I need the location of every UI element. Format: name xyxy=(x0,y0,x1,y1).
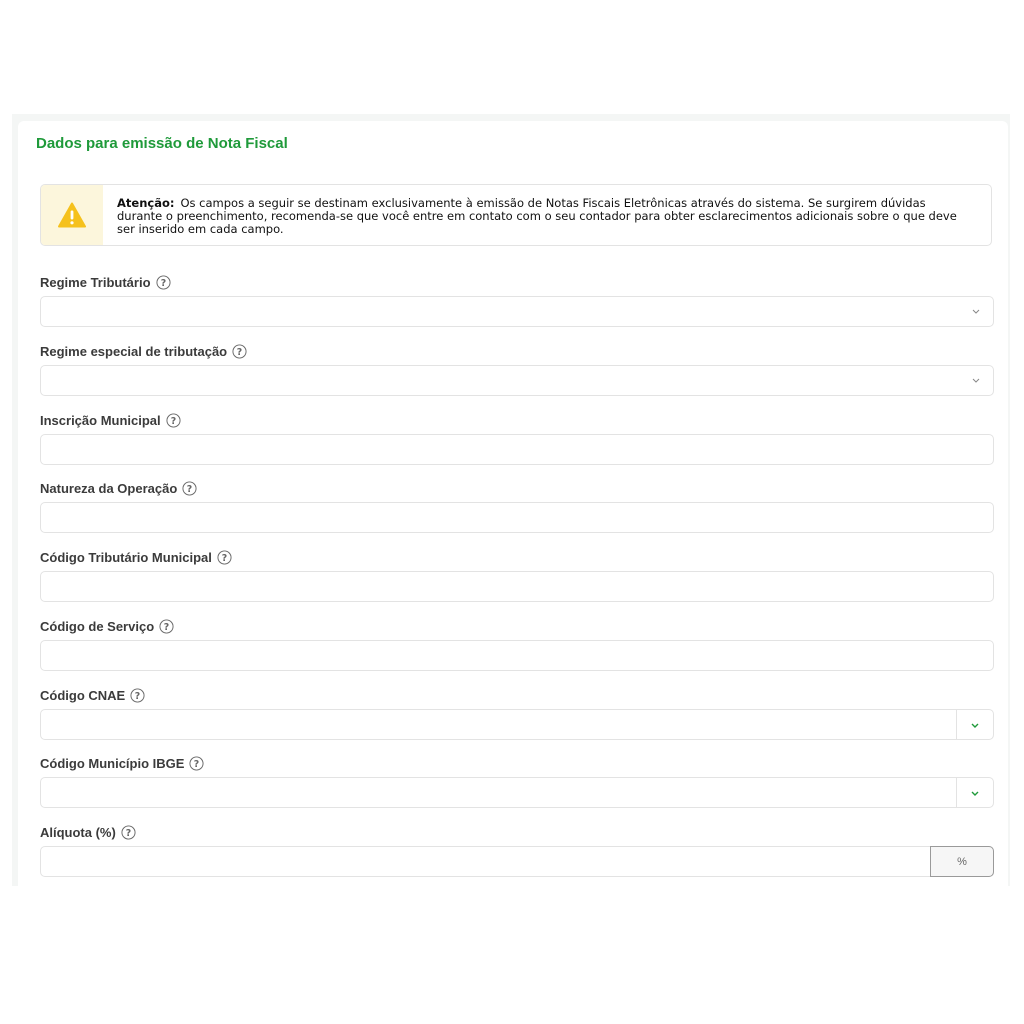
codigo-servico-input[interactable] xyxy=(40,640,994,671)
aliquota-input[interactable] xyxy=(40,846,994,877)
regime-tributario-select[interactable] xyxy=(40,296,994,327)
codigo-tributario-label xyxy=(40,550,232,565)
percent-addon: % xyxy=(930,846,994,877)
natureza-operacao-label-text: Natureza da Operação xyxy=(40,481,178,496)
regime-especial-label xyxy=(40,344,247,359)
inscricao-municipal-label-text: Inscrição Municipal xyxy=(40,413,161,428)
chevron-down-icon xyxy=(970,788,980,798)
help-icon[interactable] xyxy=(189,756,204,771)
help-icon[interactable] xyxy=(159,619,174,634)
svg-text:?: ? xyxy=(194,758,200,770)
help-icon[interactable] xyxy=(182,481,197,496)
codigo-ibge-dropdown-button[interactable] xyxy=(956,778,993,807)
codigo-cnae-select[interactable] xyxy=(40,709,994,740)
section-title: Dados para emissão de Nota Fiscal xyxy=(36,135,288,152)
attention-alert xyxy=(40,184,992,246)
svg-text:?: ? xyxy=(163,621,170,633)
regime-especial-label-text: Regime especial de tributação xyxy=(40,344,228,359)
codigo-ibge-label-text: Código Município IBGE xyxy=(40,756,185,771)
alert-icon-box xyxy=(41,185,103,245)
svg-text:?: ? xyxy=(125,827,132,839)
codigo-ibge-select[interactable] xyxy=(40,777,994,808)
codigo-cnae-dropdown-button[interactable] xyxy=(956,710,993,739)
svg-text:?: ? xyxy=(236,346,243,358)
svg-text:?: ? xyxy=(135,690,141,702)
alert-text xyxy=(117,197,973,236)
natureza-operacao-input[interactable] xyxy=(40,502,994,533)
regime-tributario-label-text: Regime Tributário xyxy=(40,275,151,290)
help-icon[interactable] xyxy=(130,688,145,703)
codigo-ibge-label xyxy=(40,756,204,771)
help-icon[interactable] xyxy=(166,413,181,428)
codigo-tributario-input[interactable] xyxy=(40,571,994,602)
help-icon[interactable] xyxy=(232,344,247,359)
warning-icon xyxy=(58,202,86,228)
svg-text:?: ? xyxy=(221,552,228,564)
alert-message: Os campos a seguir se destinam exclusivamente à emissão de Notas Fiscais Eletrônicas através do sistema. Se surgirem dúvidas durante o preenchimento, recomenda-se que você entre em contato com o seu contador para obter esclarecimentos adicionais sobre o que deve ser inserido em cada campo. xyxy=(117,196,957,236)
natureza-operacao-label xyxy=(40,481,197,496)
regime-tributario-label xyxy=(40,275,171,290)
svg-text:?: ? xyxy=(160,277,166,289)
chevron-down-icon xyxy=(971,375,981,385)
codigo-cnae-label xyxy=(40,688,145,703)
codigo-tributario-label-text: Código Tributário Municipal xyxy=(40,550,212,565)
alert-label: Atenção: xyxy=(117,196,175,210)
regime-especial-select[interactable] xyxy=(40,365,994,396)
chevron-down-icon xyxy=(970,720,980,730)
chevron-down-icon xyxy=(971,306,981,316)
help-icon[interactable] xyxy=(121,825,136,840)
aliquota-label-text: Alíquota (%) xyxy=(40,825,116,840)
aliquota-label xyxy=(40,825,136,840)
codigo-cnae-label-text: Código CNAE xyxy=(40,688,126,703)
svg-text:?: ? xyxy=(187,483,193,495)
svg-text:?: ? xyxy=(170,415,176,427)
inscricao-municipal-input[interactable] xyxy=(40,434,994,465)
help-icon[interactable] xyxy=(156,275,171,290)
codigo-servico-label xyxy=(40,619,174,634)
codigo-servico-label-text: Código de Serviço xyxy=(40,619,155,634)
inscricao-municipal-label xyxy=(40,413,181,428)
help-icon[interactable] xyxy=(217,550,232,565)
